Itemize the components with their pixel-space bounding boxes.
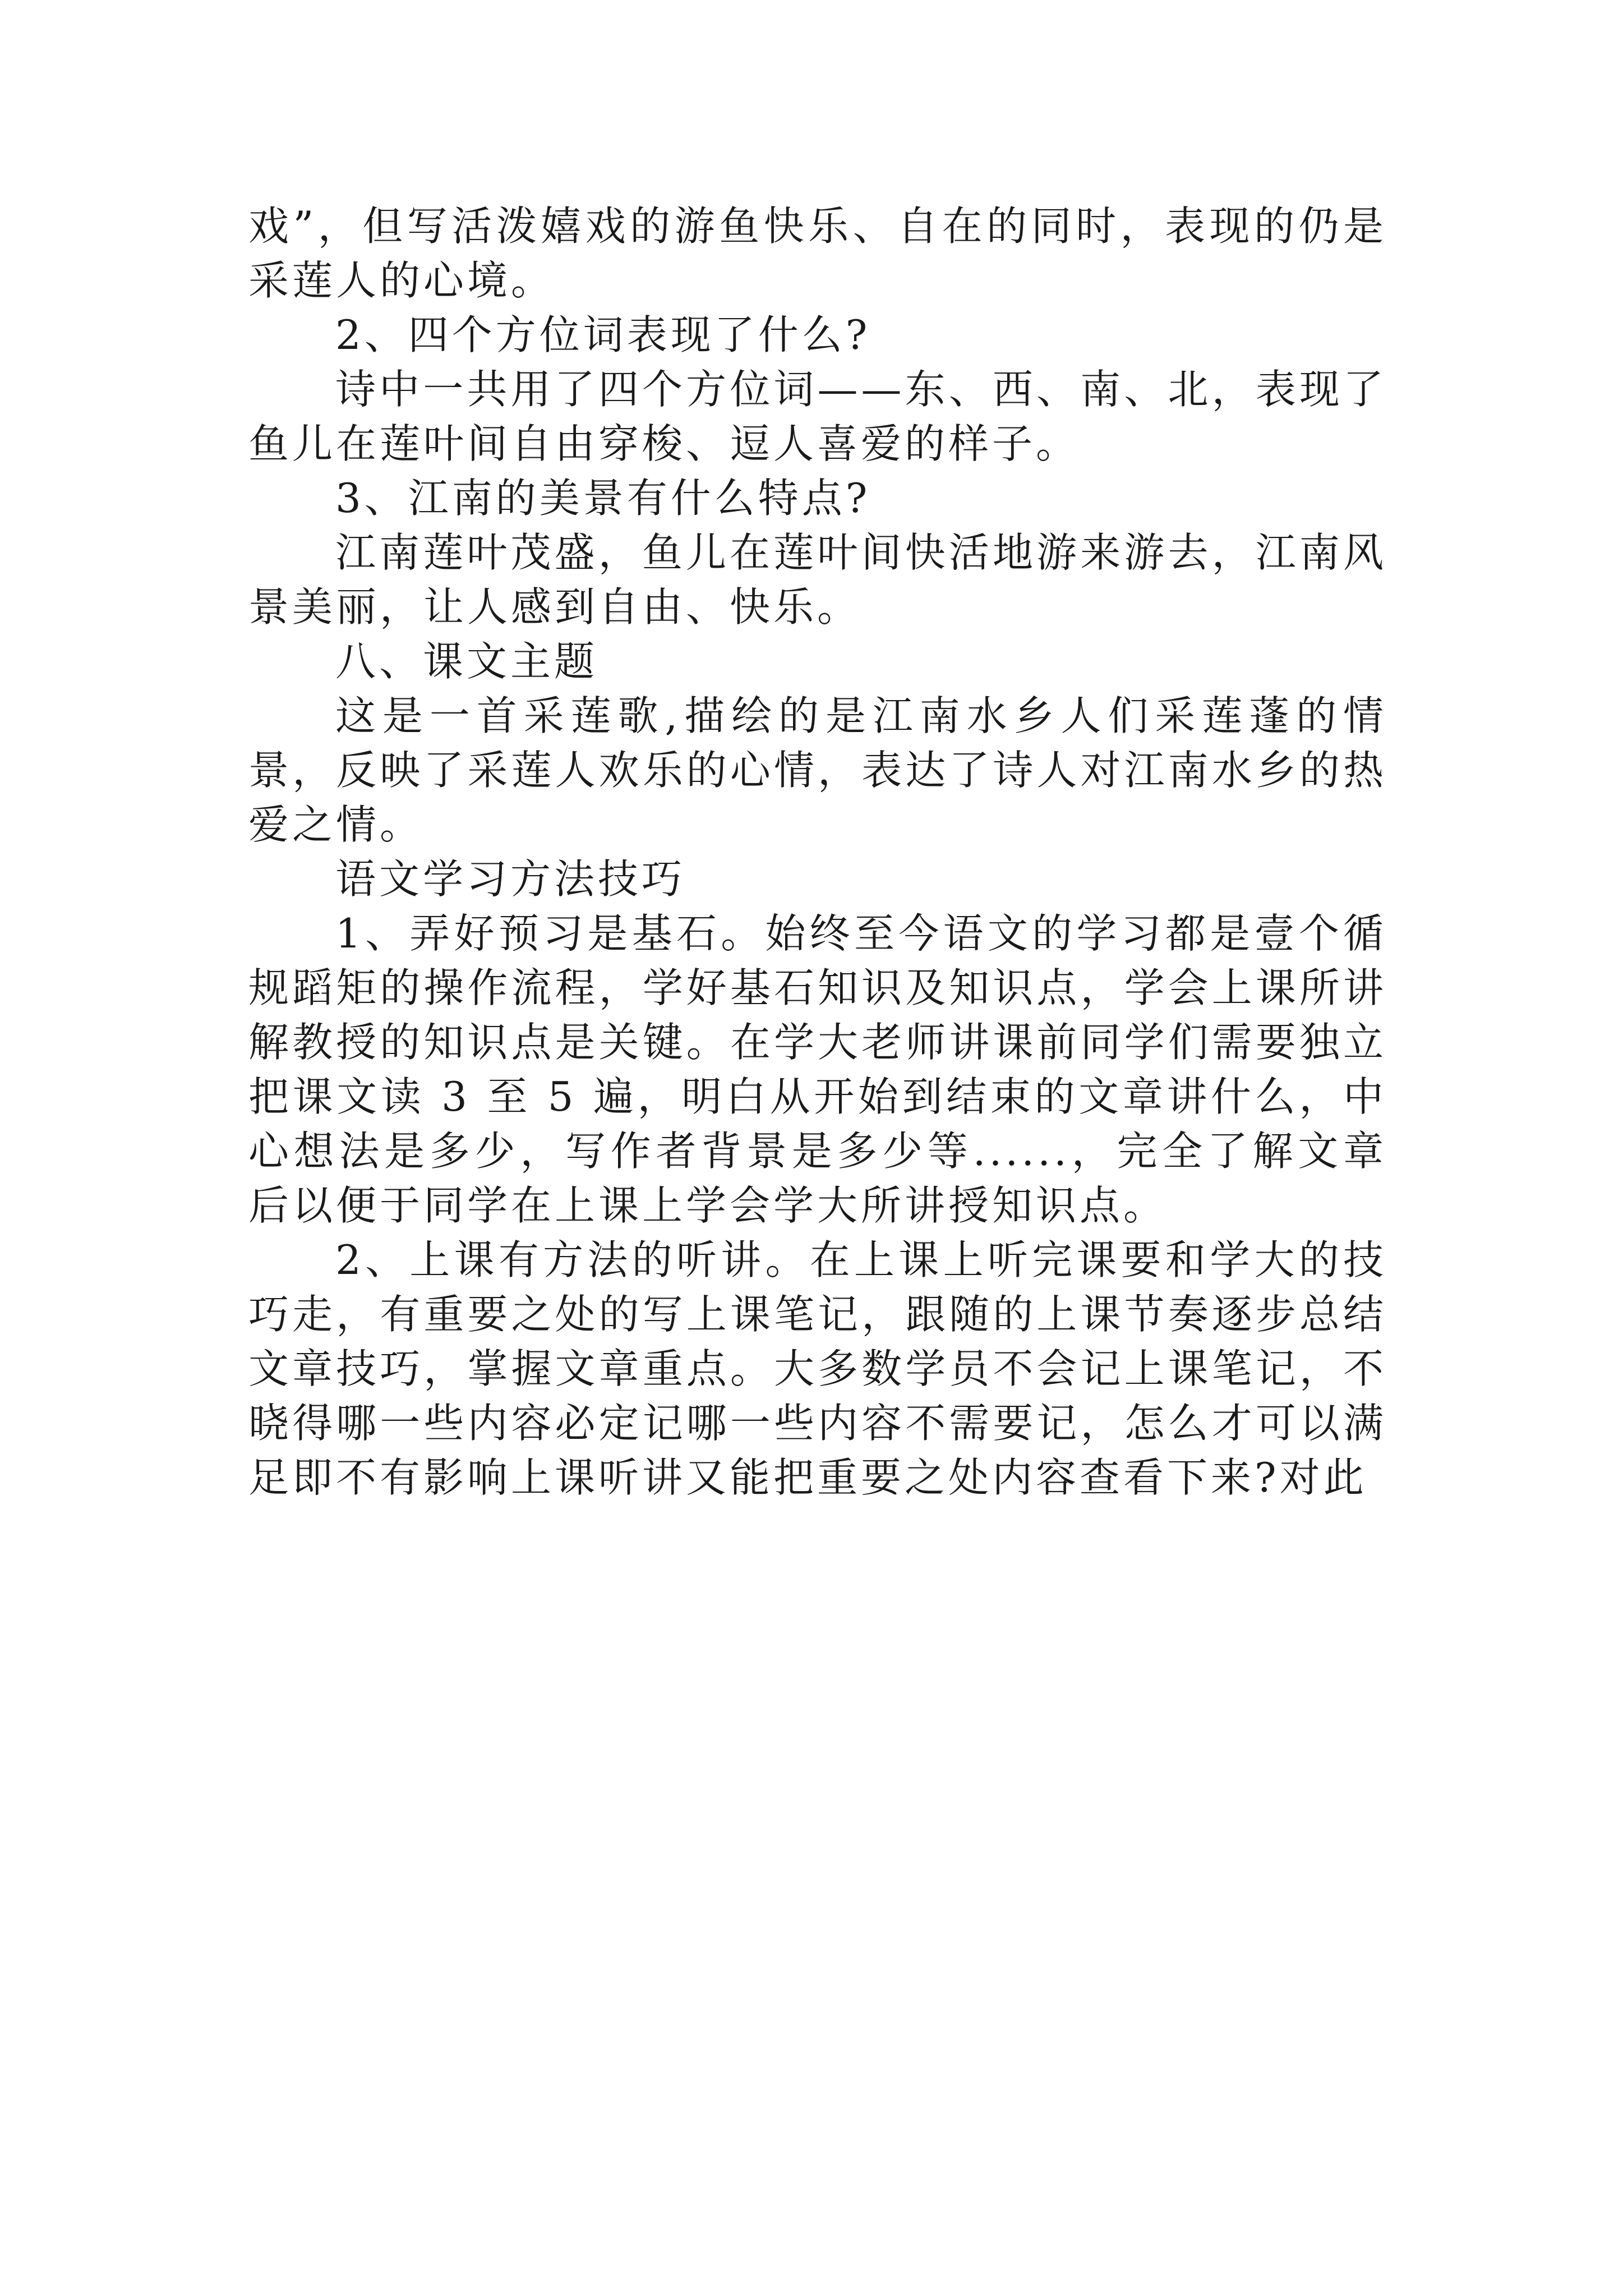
paragraph-continuation: 戏”，但写活泼嬉戏的游鱼快乐、自在的同时，表现的仍是采莲人的心境。 — [248, 203, 1387, 304]
question-heading-2: 2、四个方位词表现了什么? — [335, 311, 871, 358]
method-paragraph-2: 2、上课有方法的听讲。在上课上听完课要和学大的技巧走，有重要之处的写上课笔记，跟随的上课节奏逐步总结文章技巧，掌握文章重点。大多数学员不会记上课笔记，不晓得哪一些内容必定记哪一些内容不需要记，怎么才可以满足即不有影响上课听讲又能把重要之处内容查看下来?对此 — [248, 1236, 1387, 1501]
method-paragraph-1: 1、弄好预习是基石。始终至今语文的学习都是壹个循规蹈矩的操作流程，学好基石知识及知识点，学会上课所讲解教授的知识点是关键。在学大老师讲课前同学们需要独立把课文读 3 至 5 遍，明白从开始到结束的文章讲什么，中心想法是多少，写作者背景是多少等......，完全了解文章后以便于同学在上课上学会学大所讲授知识点。 — [248, 910, 1387, 1229]
answer-paragraph-3: 江南莲叶茂盛，鱼儿在莲叶间快活地游来游去，江南风景美丽，让人感到自由、快乐。 — [248, 529, 1387, 631]
section-heading-study-methods: 语文学习方法技巧 — [335, 855, 686, 903]
theme-paragraph: 这是一首采莲歌,描绘的是江南水乡人们采莲蓬的情景，反映了采莲人欢乐的心情，表达了诗人对江南水乡的热爱之情。 — [248, 692, 1387, 848]
section-heading-theme: 八、课文主题 — [335, 638, 598, 685]
question-heading-3: 3、江南的美景有什么特点? — [335, 475, 871, 522]
body-text — [248, 199, 1387, 1505]
answer-paragraph-2: 诗中一共用了四个方位词——东、西、南、北，表现了鱼儿在莲叶间自由穿梭、逗人喜爱的样子。 — [248, 366, 1387, 467]
